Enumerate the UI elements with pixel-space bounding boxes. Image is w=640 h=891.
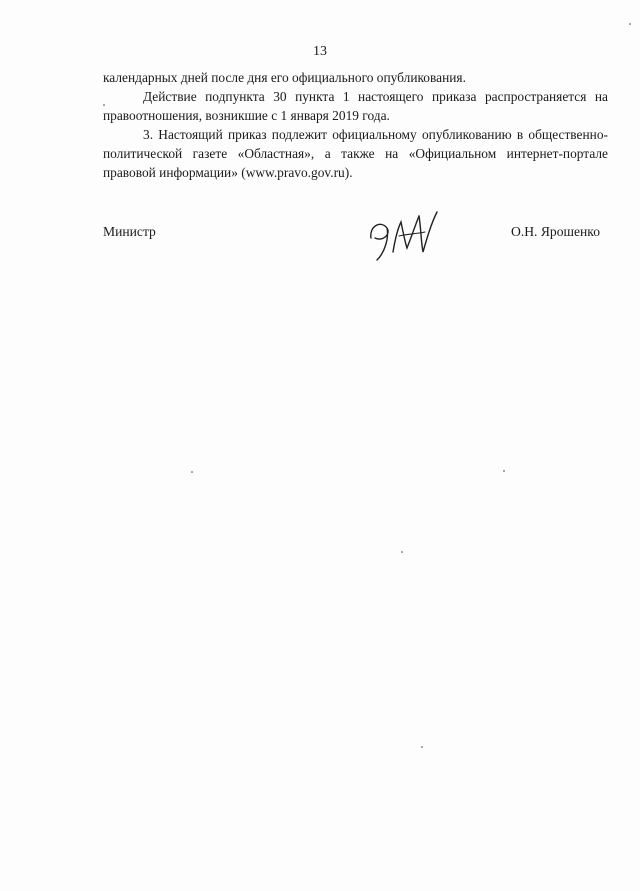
- scan-speck: [401, 551, 403, 553]
- scan-speck: [103, 104, 105, 106]
- signatory-title: Министр: [103, 224, 156, 239]
- paragraph-publication: 3. Настоящий приказ подлежит официальному опубликованию в общественно-политической газете «Областная», а также на «Официальном интернет-портале правовой информации» (www.pravo.gov.ru).: [103, 127, 608, 180]
- signature-block: [103, 218, 600, 268]
- document-body: [103, 68, 608, 182]
- scan-speck: [421, 746, 423, 748]
- paragraph-continuation: календарных дней после дня его официального опубликования.: [103, 70, 466, 85]
- scan-speck: [629, 23, 631, 25]
- scan-speck: [503, 470, 505, 472]
- paragraph-effective-date: Действие подпункта 30 пункта 1 настоящего приказа распространяется на правоотношения, возникшие с 1 января 2019 года.: [103, 89, 608, 123]
- signatory-name: О.Н. Ярошенко: [511, 224, 600, 239]
- page-number: 13: [313, 44, 327, 59]
- handwritten-signature: [365, 208, 445, 266]
- scan-speck: [191, 471, 193, 473]
